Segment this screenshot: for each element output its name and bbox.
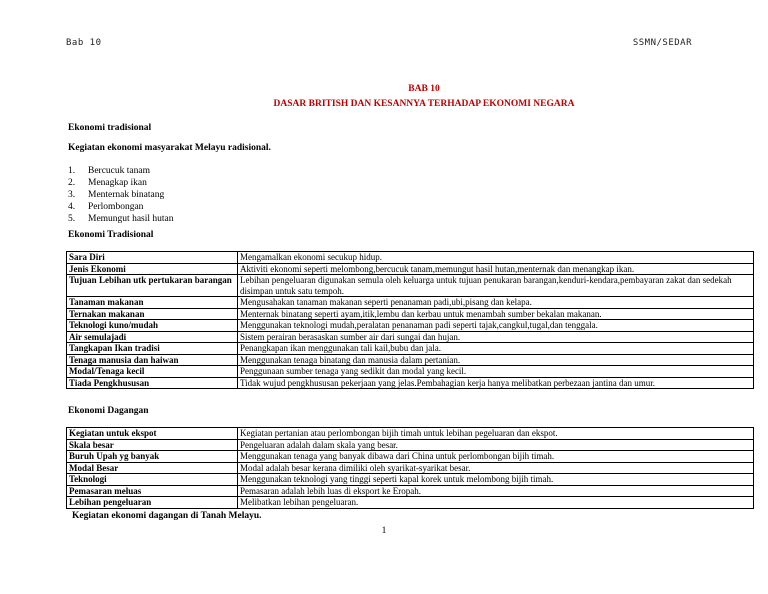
list-item: 4. Perlombongan	[68, 202, 144, 212]
header-left: Bab 10	[66, 38, 102, 48]
table-row: Tanaman makanan Mengusahakan tanaman makanan seperti penanaman padi,ubi,pisang dan kelapa.	[67, 297, 754, 309]
activity-list	[68, 165, 174, 225]
commercial-economy-table	[66, 427, 754, 509]
table-row: Teknologi kuno/mudah Menggunakan teknologi mudah,peralatan penanaman padi seperti tajak,cangkul,tugal,dan tenggala.	[67, 320, 754, 332]
table-row: Tangkapan Ikan tradisi Penangkapan ikan menggunakan tali kail,bubu dan jala.	[67, 343, 754, 355]
table-row: Tenaga manusia dan haiwan Menggunakan tenaga binatang dan manusia dalam pertanian.	[67, 354, 754, 366]
table-row: Modal/Tenaga kecil Penggunaan sumber tenaga yang sedikit dan modal yang kecil.	[67, 366, 754, 378]
chapter-number: BAB 10	[408, 84, 440, 94]
list-item: 1. Bercucuk tanam	[68, 166, 150, 176]
table-row: Kegiatan untuk ekspot Kegiatan pertanian atau perlombongan bijih timah untuk lebihan pegeluaran dan ekspot.	[67, 428, 754, 440]
table-row: Tujuan Lebihan utk pertukaran barangan Lebihan pengeluaran digunakan semula oleh keluarga untuk tujuan penukaran barangan,kenduri-kendara,pembayaran zakat dan sedekah disimpan untuk satu tempoh.	[67, 275, 754, 297]
list-item: 3. Menternak binatang	[68, 190, 165, 200]
table-row: Air semulajadi Sistem perairan berasaskan sumber air dari sungai dan hujan.	[67, 331, 754, 343]
page-number: 1	[381, 526, 387, 536]
table-row: Buruh Upah yg banyak Menggunakan tenaga yang banyak dibawa dari China untuk perlombongan bijih timah.	[67, 451, 754, 463]
table-row: Lebihan pengeluaran Melibatkan lebihan pengeluaran.	[67, 497, 754, 509]
table-row: Jenis Ekonomi Aktiviti ekonomi seperti melombong,bercucuk tanam,memungut hasil hutan,menternak dan menangkap ikan.	[67, 263, 754, 275]
table-row: Modal Besar Modal adalah besar kerana dimiliki oleh syarikat-syarikat besar.	[67, 462, 754, 474]
header-right: SSMN/SEDAR	[632, 38, 692, 48]
table-row: Skala besar Pengeluaran adalah dalam skala yang besar.	[67, 439, 754, 451]
table-row: Pemasaran meluas Pemasaran adalah lebih luas di eksport ke Eropah.	[67, 485, 754, 497]
table1-heading: Ekonomi Tradisional	[68, 230, 154, 240]
section-heading-tradisional: Ekonomi tradisional	[68, 123, 152, 133]
list-item: 5. Memungut hasil hutan	[68, 214, 174, 224]
chapter-title: DASAR BRITISH DAN KESANNYA TERHADAP EKONOMI NEGARA	[273, 99, 575, 109]
table2-heading: Ekonomi Dagangan	[68, 406, 149, 416]
list-item: 2. Menagkap ikan	[68, 178, 147, 188]
section-subheading: Kegiatan ekonomi masyarakat Melayu radisional.	[68, 143, 271, 153]
traditional-economy-table	[66, 251, 754, 389]
table-row: Ternakan makanan Menternak binatang seperti ayam,itik,lembu dan kerbau untuk menambah sumber bekalan makanan.	[67, 308, 754, 320]
table-row: Sara Diri Mengamalkan ekonomi secukup hidup.	[67, 252, 754, 264]
table-row: Tiada Pengkhususan Tidak wujud pengkhususan pekerjaan yang jelas.Pembahagian kerja hanya melibatkan perbezaan jantina dan umur.	[67, 377, 754, 389]
footer-note: Kegiatan ekonomi dagangan di Tanah Melayu.	[72, 511, 262, 521]
table-row: Teknologi Menggunakan teknologi yang tinggi seperti kapal korek untuk melombong bijih timah.	[67, 474, 754, 486]
